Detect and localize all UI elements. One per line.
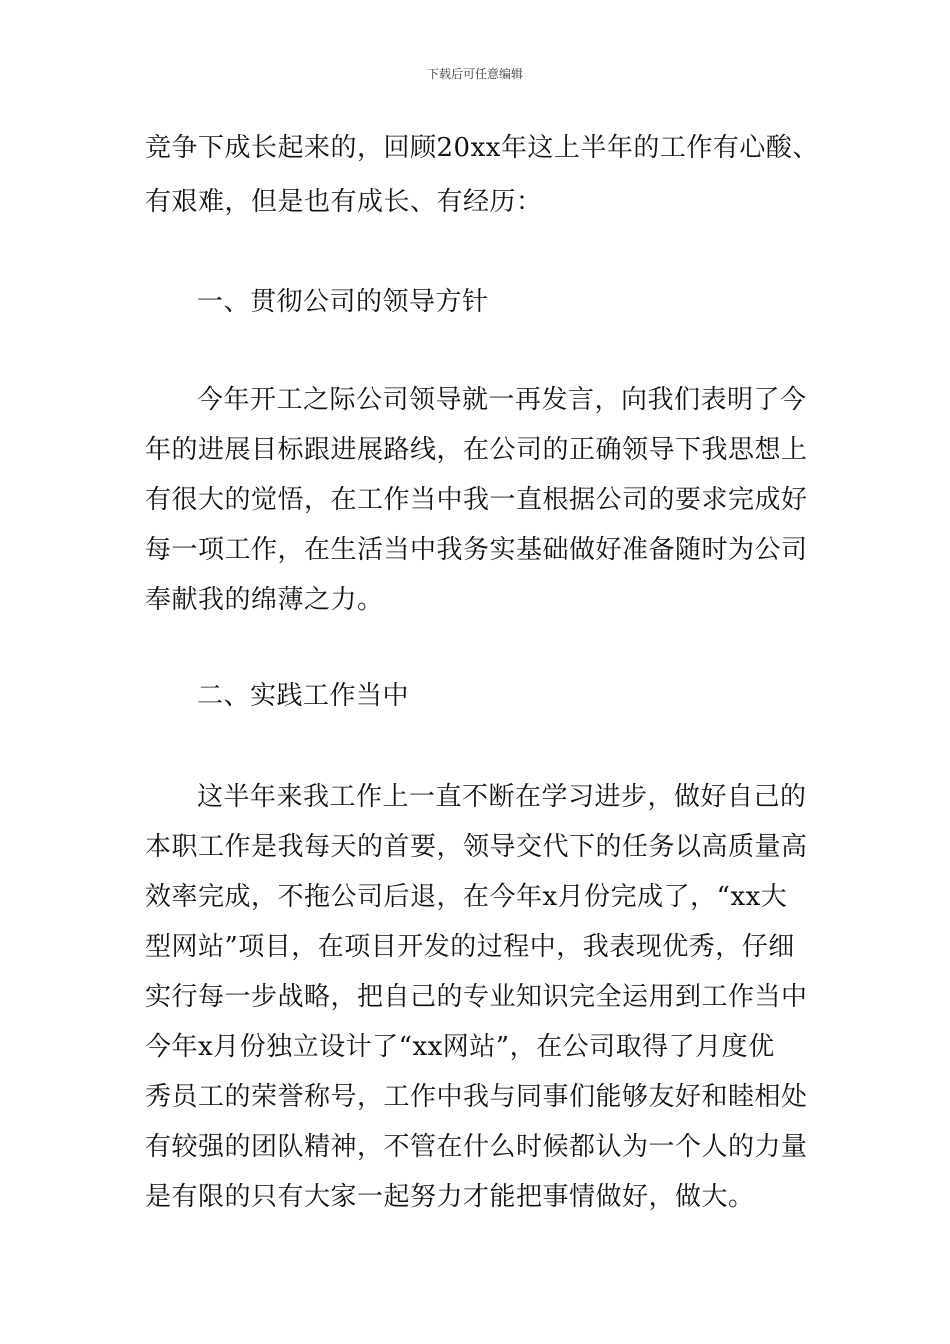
text-line: 有很大的觉悟，在工作当中我一直根据公司的要求完成好 [145,485,808,515]
text-line: 型网站”项目，在项目开发的过程中，我表现优秀，仔细 [145,932,795,962]
section-heading-1: 一、贯彻公司的领导方针 [197,287,489,317]
text-line: 本职工作是我每天的首要，领导交代下的任务以高质量高 [145,832,808,862]
text-line: 今年x月份独立设计了“xx网站”，在公司取得了月度优 [145,1032,775,1062]
text-line: 每一项工作，在生活当中我务实基础做好准备随时为公司 [145,535,808,565]
text-line: 今年开工之际公司领导就一再发言，向我们表明了今 [197,385,807,415]
text-line: 奉献我的绵薄之力。 [145,585,384,615]
text-line: 有较强的团队精神，不管在什么时候都认为一个人的力量 [145,1132,808,1162]
text-line: 年的进展目标跟进展路线，在公司的正确领导下我思想上 [145,435,808,465]
text-line: 秀员工的荣誉称号，工作中我与同事们能够友好和睦相处 [145,1082,808,1112]
section-heading-2: 二、实践工作当中 [197,681,410,711]
page-header: 下载后可任意编辑 [426,67,523,81]
text-line: 有艰难，但是也有成长、有经历： [145,187,543,217]
text-line: 竞争下成长起来的，回顾20xx年这上半年的工作有心酸、 [145,133,819,163]
text-line: 效率完成，不拖公司后退，在今年x月份完成了，“xx大 [145,882,788,912]
text-line: 实行每一步战略，把自己的专业知识完全运用到工作当中 [145,982,808,1012]
text-line: 是有限的只有大家一起努力才能把事情做好，做大。 [145,1182,755,1212]
text-line: 这半年来我工作上一直不断在学习进步，做好自己的 [197,782,807,812]
